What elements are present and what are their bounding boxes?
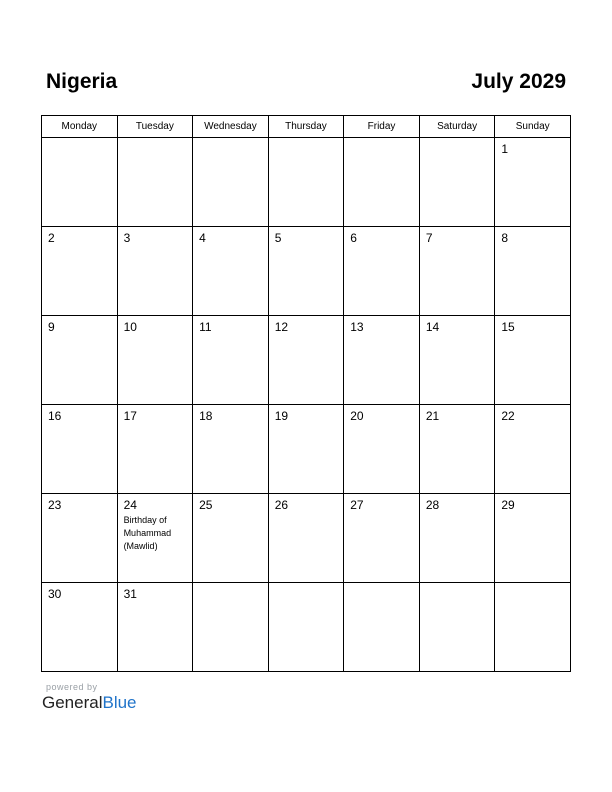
calendar-week-row bbox=[42, 227, 571, 316]
calendar-day-cell bbox=[42, 316, 118, 405]
calendar-day-cell bbox=[193, 405, 269, 494]
calendar-day-cell bbox=[419, 138, 495, 227]
day-number: 15 bbox=[501, 320, 515, 334]
day-number: 30 bbox=[48, 587, 62, 601]
calendar-week-row bbox=[42, 583, 571, 672]
weekday-header-saturday: Saturday bbox=[419, 116, 495, 138]
day-number: 21 bbox=[425, 409, 440, 423]
brand-blue-text: Blue bbox=[102, 693, 137, 712]
calendar-week-row bbox=[42, 494, 571, 583]
day-number: 20 bbox=[350, 409, 364, 423]
day-number: 9 bbox=[48, 320, 55, 334]
day-number: 1 bbox=[501, 142, 509, 156]
calendar-day-cell bbox=[42, 405, 118, 494]
day-number: 13 bbox=[350, 320, 364, 334]
calendar-day-cell bbox=[42, 494, 118, 583]
brand-general-text: General bbox=[42, 693, 103, 712]
day-number: 26 bbox=[274, 498, 289, 512]
day-number: 18 bbox=[199, 409, 213, 423]
day-number: 8 bbox=[501, 231, 509, 245]
calendar-day-cell bbox=[495, 138, 571, 227]
calendar-day-cell bbox=[495, 583, 571, 672]
day-number: 10 bbox=[123, 320, 137, 334]
day-number: 27 bbox=[350, 498, 364, 512]
calendar-day-cell bbox=[419, 405, 495, 494]
calendar-day-cell bbox=[268, 494, 344, 583]
calendar-day-cell bbox=[193, 227, 269, 316]
month-year-title: July 2029 bbox=[471, 70, 566, 93]
calendar-day-cell bbox=[495, 316, 571, 405]
day-number: 6 bbox=[350, 231, 357, 245]
calendar-day-cell bbox=[268, 138, 344, 227]
weekday-header-monday: Monday bbox=[42, 116, 118, 138]
calendar-day-cell bbox=[495, 405, 571, 494]
weekday-header-row bbox=[42, 116, 571, 138]
day-number: 22 bbox=[501, 409, 515, 423]
weekday-header-friday: Friday bbox=[344, 116, 420, 138]
calendar-day-cell bbox=[193, 316, 269, 405]
calendar-day-cell bbox=[495, 494, 571, 583]
weekday-header-sunday: Sunday bbox=[495, 116, 571, 138]
day-number: 23 bbox=[48, 498, 62, 512]
calendar-week-row bbox=[42, 405, 571, 494]
day-number: 7 bbox=[425, 231, 433, 245]
calendar-day-cell bbox=[344, 138, 420, 227]
day-number: 28 bbox=[425, 498, 440, 512]
calendar-day-cell bbox=[419, 583, 495, 672]
calendar-day-cell bbox=[117, 316, 193, 405]
day-number: 14 bbox=[425, 320, 440, 334]
holiday-event: Birthday of Muhammad (Mawlid) bbox=[123, 515, 172, 551]
calendar-day-cell bbox=[117, 494, 193, 583]
calendar-week-row bbox=[42, 138, 571, 227]
calendar-day-cell bbox=[344, 405, 420, 494]
calendar-day-cell bbox=[344, 316, 420, 405]
day-number: 11 bbox=[199, 320, 212, 334]
calendar-day-cell bbox=[495, 227, 571, 316]
calendar-day-cell bbox=[42, 583, 118, 672]
calendar-day-cell bbox=[117, 583, 193, 672]
calendar-day-cell bbox=[419, 316, 495, 405]
day-number: 31 bbox=[123, 587, 137, 601]
day-number: 16 bbox=[48, 409, 62, 423]
weekday-header-thursday: Thursday bbox=[268, 116, 344, 138]
weekday-header-tuesday: Tuesday bbox=[117, 116, 193, 138]
calendar-day-cell bbox=[268, 583, 344, 672]
day-number: 4 bbox=[199, 231, 206, 245]
calendar-day-cell bbox=[268, 316, 344, 405]
calendar-day-cell bbox=[419, 494, 495, 583]
calendar-day-cell bbox=[193, 138, 269, 227]
day-number: 3 bbox=[123, 231, 131, 245]
calendar-day-cell bbox=[117, 405, 193, 494]
calendar-day-cell bbox=[42, 227, 118, 316]
day-number: 25 bbox=[199, 498, 213, 512]
calendar-day-cell bbox=[344, 583, 420, 672]
weekday-header-wednesday: Wednesday bbox=[193, 116, 269, 138]
day-number: 2 bbox=[48, 231, 55, 245]
calendar-day-cell bbox=[344, 227, 420, 316]
day-number: 12 bbox=[274, 320, 289, 334]
day-number: 24 bbox=[123, 498, 137, 512]
calendar-day-cell bbox=[193, 494, 269, 583]
day-number: 17 bbox=[123, 409, 137, 423]
calendar-day-cell bbox=[344, 494, 420, 583]
calendar-day-cell bbox=[42, 138, 118, 227]
generalblue-logo bbox=[42, 693, 137, 713]
calendar-grid bbox=[41, 115, 571, 672]
country-title: Nigeria bbox=[46, 70, 118, 93]
calendar-day-cell bbox=[268, 227, 344, 316]
calendar-day-cell bbox=[268, 405, 344, 494]
day-number: 29 bbox=[501, 498, 515, 512]
calendar-day-cell bbox=[117, 138, 193, 227]
day-number: 5 bbox=[274, 231, 282, 245]
calendar-day-cell bbox=[193, 583, 269, 672]
calendar-week-row bbox=[42, 316, 571, 405]
calendar-day-cell bbox=[419, 227, 495, 316]
powered-by-text: powered by bbox=[46, 682, 98, 692]
day-number: 19 bbox=[274, 409, 289, 423]
calendar-day-cell bbox=[117, 227, 193, 316]
